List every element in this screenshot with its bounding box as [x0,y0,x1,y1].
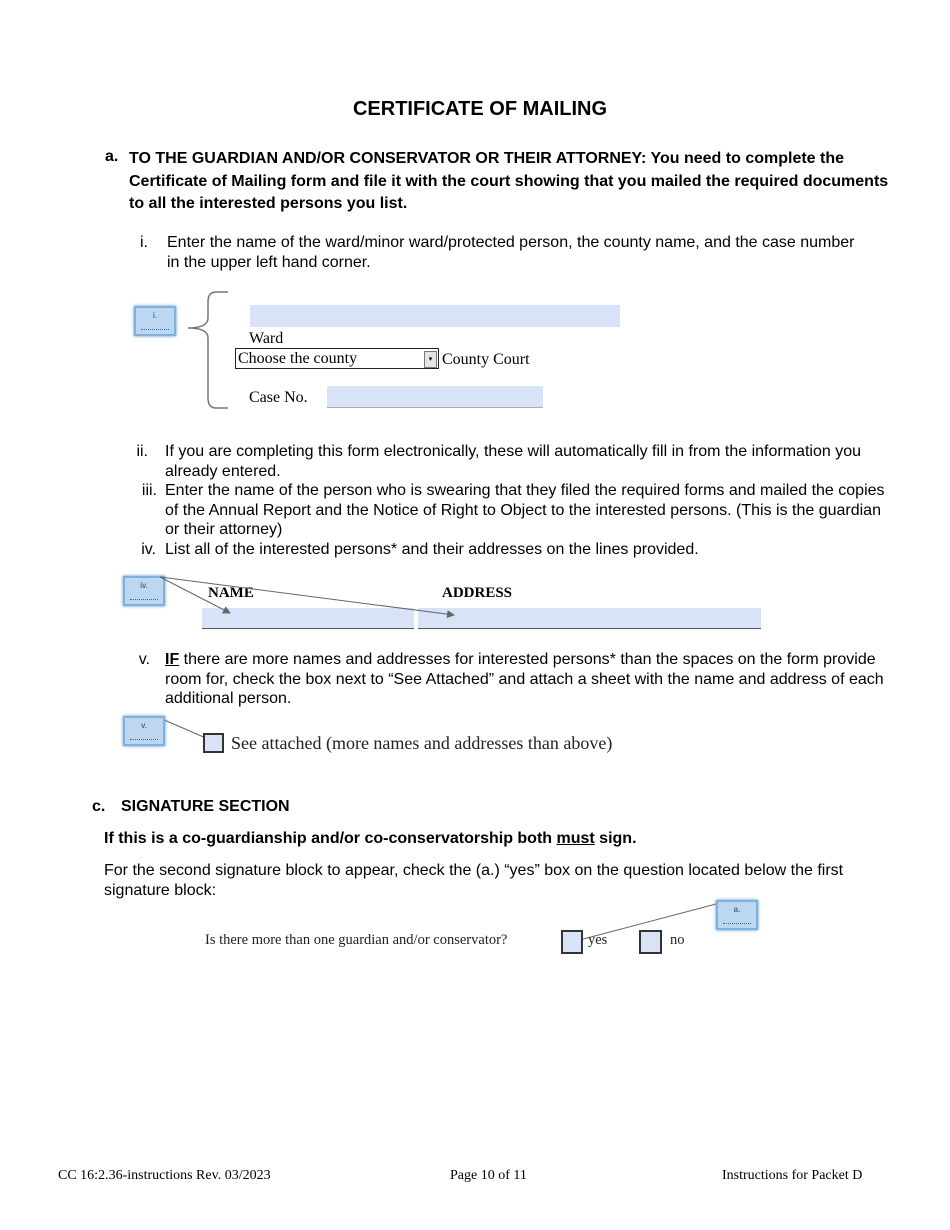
item-v-if: IF [165,651,180,668]
yes-label: yes [588,932,608,948]
yes-checkbox[interactable] [561,930,583,954]
more-than-one-question: Is there more than one guardian and/or conservator? [205,932,508,948]
item-ii-number: ii. [136,443,148,460]
item-ii-text: If you are completing this form electronically, these will automatically fill in from the information you already entered. [165,443,861,480]
footer-page-number: Page 10 of 11 [450,1168,527,1183]
item-v-number: v. [138,651,150,668]
item-i-number: i. [140,234,148,251]
ward-label: Ward [249,330,284,347]
item-i-text: Enter the name of the ward/minor ward/protected person, the county name, and the case number in the upper left hand corner. [167,234,855,271]
county-court-label: County Court [442,351,530,368]
item-iv-text: List all of the interested persons* and their addresses on the lines provided. [165,541,699,558]
county-select-value: Choose the county [238,350,358,367]
note-must: must [556,830,595,847]
callout-i-label: i. [153,311,157,320]
chevron-down-icon[interactable]: ▾ [424,351,437,368]
no-checkbox[interactable] [639,930,662,954]
item-iii-number: iii. [141,482,157,499]
address-column-header: ADDRESS [442,585,513,601]
callout-v [123,716,165,746]
section-a-heading: TO THE GUARDIAN AND/OR CONSERVATOR OR THEIR ATTORNEY: You need to complete the Certificate of Mailing form and file it with the court showing that you mailed the required documents to all the interested persons you list. [129,150,889,212]
item-v-body: there are more names and addresses for interested persons* than the spaces on the form provide room for, check the box next to “See Attached” and attach a sheet with the name and address of each additional person. [165,651,884,707]
co-guardian-note [104,830,637,848]
signature-instruction: For the second signature block to appear, check the (a.) “yes” box on the question located below the first signature block: [104,862,844,899]
see-attached-label: See attached (more names and addresses than above) [231,733,613,753]
callout-a-label: a. [733,905,741,914]
see-attached-checkbox[interactable] [203,733,224,753]
section-a-letter: a. [105,148,119,165]
no-label: no [670,932,685,948]
note-pre: If this is a co-guardianship and/or co-conservatorship both [104,830,557,847]
callout-a [716,900,758,930]
page-title: CERTIFICATE OF MAILING [352,98,608,120]
item-iv-number: iv. [141,541,156,558]
callout-v-label: v. [141,721,147,730]
item-iii-text: Enter the name of the person who is swearing that they filed the required forms and mailed the copies of the Annual Report and the Notice of Right to Object to the interested persons. (This is the guardian or their attorney) [165,482,885,538]
section-c-heading: SIGNATURE SECTION [121,798,290,815]
footer-packet: Instructions for Packet D [722,1168,863,1183]
footer-form-number: CC 16:2.36-instructions Rev. 03/2023 [58,1168,271,1183]
name-column-header: NAME [208,585,254,601]
section-c-letter: c. [92,798,106,815]
item-v-text [165,650,885,709]
callout-iv-label: iv. [140,581,148,590]
note-post: sign. [594,830,637,847]
case-no-label: Case No. [249,389,308,406]
